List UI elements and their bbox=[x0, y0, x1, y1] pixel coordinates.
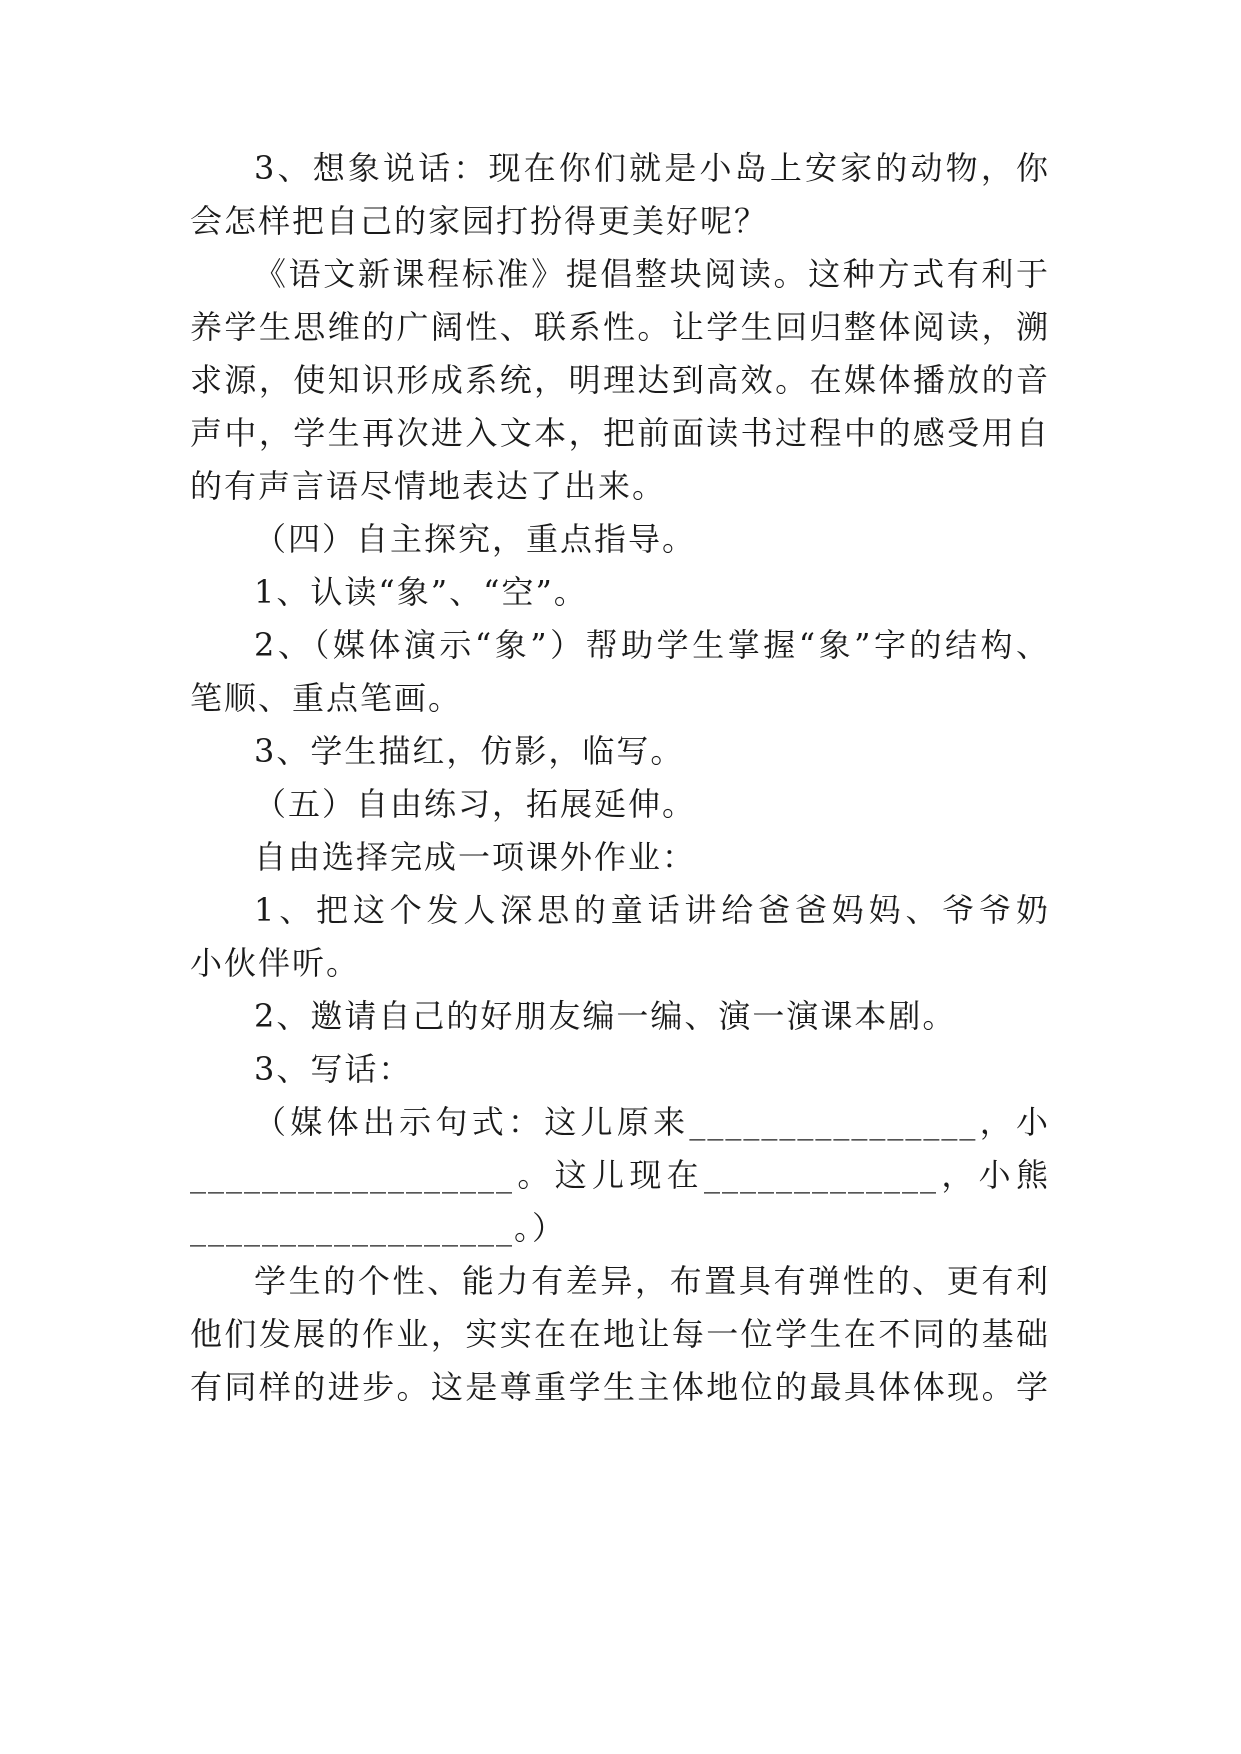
paragraph-line: 3、学生描红，仿影，临写。 bbox=[254, 732, 685, 770]
paragraph-line: 3、写话： bbox=[254, 1050, 413, 1088]
paragraph-line: 有同样的进步。这是尊重学生主体地位的最具体体现。学 bbox=[190, 1368, 1050, 1406]
paragraph-line: 自由选择完成一项课外作业： bbox=[254, 838, 697, 876]
paragraph-line: 《语文新课程标准》提倡整块阅读。这种方式有利于 bbox=[254, 255, 1050, 293]
paragraph-line: 2、邀请自己的好朋友编一编、演一演课本剧。 bbox=[254, 997, 957, 1035]
paragraph-line: 养学生思维的广阔性、联系性。让学生回归整体阅读，溯 bbox=[190, 308, 1050, 346]
section-heading: （五）自由练习，拓展延伸。 bbox=[254, 785, 697, 823]
paragraph-line: 求源，使知识形成系统，明理达到高效。在媒体播放的音 bbox=[190, 361, 1050, 399]
paragraph-line: 1、把这个发人深思的童话讲给爸爸妈妈、爷爷奶 bbox=[254, 891, 1050, 929]
fill-in-blank-line: （媒体出示句式：这儿原来________________，小 bbox=[254, 1103, 1050, 1141]
paragraph-line: 2、（媒体演示“象”）帮助学生掌握“象”字的结构、 bbox=[254, 626, 1050, 664]
fill-in-blank-line: __________________。这儿现在_____________，小熊 bbox=[190, 1156, 1050, 1194]
paragraph-line: 他们发展的作业，实实在在地让每一位学生在不同的基础 bbox=[190, 1315, 1050, 1353]
paragraph-line: 会怎样把自己的家园打扮得更美好呢？ bbox=[190, 202, 769, 240]
paragraph-line: 3、想象说话：现在你们就是小岛上安家的动物，你 bbox=[254, 149, 1050, 187]
fill-in-blank-line: __________________。） bbox=[190, 1209, 567, 1247]
paragraph-line: 笔顺、重点笔画。 bbox=[190, 679, 463, 717]
paragraph-line: 的有声言语尽情地表达了出来。 bbox=[190, 467, 667, 505]
paragraph-line: 1、认读“象”、“空”。 bbox=[254, 573, 588, 611]
section-heading: （四）自主探究，重点指导。 bbox=[254, 520, 697, 558]
paragraph-line: 小伙伴听。 bbox=[190, 944, 361, 982]
paragraph-line: 学生的个性、能力有差异，布置具有弹性的、更有利 bbox=[254, 1262, 1050, 1300]
paragraph-line: 声中，学生再次进入文本，把前面读书过程中的感受用自 bbox=[190, 414, 1050, 452]
